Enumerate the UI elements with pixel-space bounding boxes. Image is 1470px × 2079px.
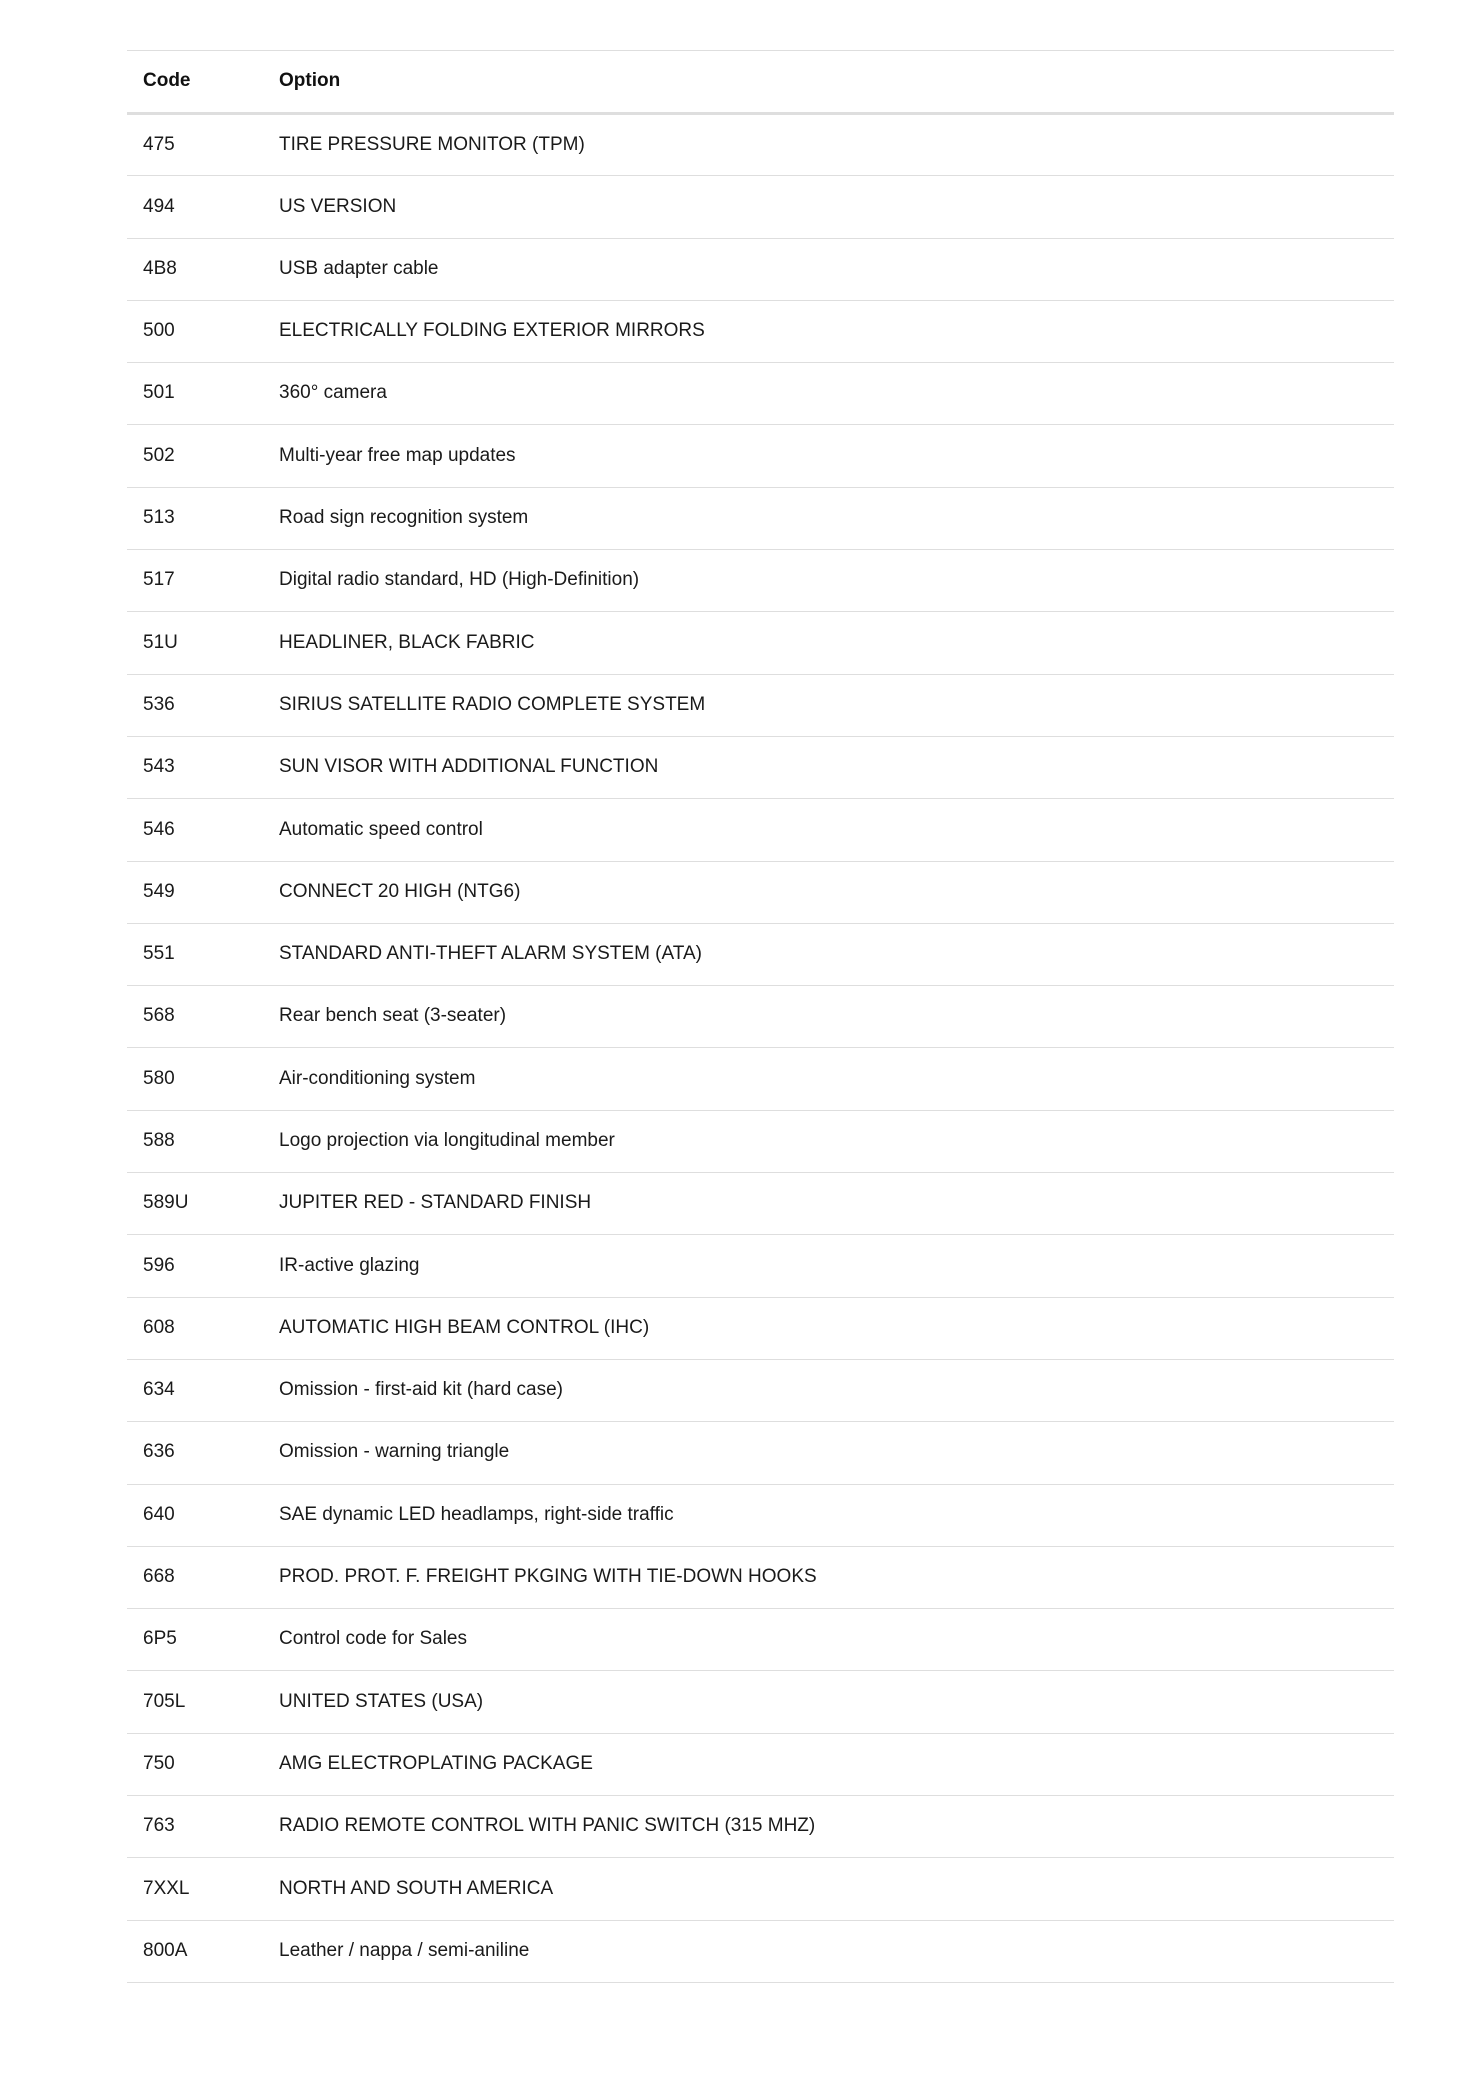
option-description-cell: AUTOMATIC HIGH BEAM CONTROL (IHC)	[279, 1316, 650, 1338]
table-header	[127, 51, 1394, 114]
option-description-cell: Logo projection via longitudinal member	[279, 1130, 615, 1151]
option-description-cell: CONNECT 20 HIGH (NTG6)	[279, 880, 521, 902]
option-code-cell: 513	[143, 507, 175, 529]
option-description-cell: Air-conditioning system	[279, 1067, 476, 1089]
option-description-cell: Multi-year free map updates	[279, 444, 516, 466]
option-description-cell: SIRIUS SATELLITE RADIO COMPLETE SYSTEM	[279, 693, 706, 715]
option-code-cell: 800A	[143, 1939, 188, 1961]
table-row	[127, 736, 1394, 798]
table-row	[127, 923, 1394, 985]
table-row	[127, 176, 1394, 238]
table-row	[127, 1546, 1394, 1608]
table-row	[127, 986, 1394, 1048]
option-description-cell: Automatic speed control	[279, 818, 483, 840]
option-code-cell: 640	[143, 1503, 175, 1525]
option-code-cell: 608	[143, 1316, 175, 1338]
option-description-cell: Leather / nappa / semi-aniline	[279, 1939, 530, 1961]
table-row	[127, 1733, 1394, 1795]
option-description-cell: Road sign recognition system	[279, 507, 529, 529]
table-row	[127, 114, 1394, 176]
option-description-cell: STANDARD ANTI-THEFT ALARM SYSTEM (ATA)	[279, 943, 702, 965]
option-code-cell: 543	[143, 756, 175, 778]
table-row	[127, 1796, 1394, 1858]
option-description-cell: Control code for Sales	[279, 1628, 467, 1650]
option-code-cell: 668	[143, 1566, 175, 1588]
option-description-cell: RADIO REMOTE CONTROL WITH PANIC SWITCH (315 MHZ)	[279, 1815, 816, 1837]
option-column-header: Option	[279, 70, 341, 92]
option-description-cell: IR-active glazing	[279, 1254, 420, 1276]
table-row	[127, 1609, 1394, 1671]
table-row	[127, 1173, 1394, 1235]
table-row	[127, 1858, 1394, 1920]
option-code-cell: 551	[143, 943, 175, 965]
header-row	[127, 51, 1394, 114]
table-row	[127, 1920, 1394, 1982]
option-description-cell: AMG ELECTROPLATING PACKAGE	[279, 1752, 593, 1774]
option-code-cell: 51U	[143, 631, 178, 653]
option-code-cell: 596	[143, 1254, 175, 1276]
table-row	[127, 799, 1394, 861]
option-code-cell: 494	[143, 195, 175, 217]
option-description-cell: SAE dynamic LED headlamps, right-side traffic	[279, 1503, 674, 1525]
option-code-cell: 546	[143, 818, 175, 840]
option-code-cell: 7XXL	[143, 1877, 190, 1899]
table-row	[127, 425, 1394, 487]
option-code-cell: 4B8	[143, 257, 177, 279]
table-row	[127, 1422, 1394, 1484]
option-description-cell: Digital radio standard, HD (High-Definition)	[279, 569, 640, 591]
option-description-cell: SUN VISOR WITH ADDITIONAL FUNCTION	[279, 756, 659, 778]
option-code-cell: 580	[143, 1067, 175, 1089]
option-description-cell: Omission - warning triangle	[279, 1441, 510, 1463]
option-code-cell: 549	[143, 880, 175, 902]
table-row	[127, 674, 1394, 736]
option-description-cell: HEADLINER, BLACK FABRIC	[279, 631, 535, 653]
table-row	[127, 300, 1394, 362]
option-code-cell: 517	[143, 569, 175, 591]
option-description-cell: PROD. PROT. F. FREIGHT PKGING WITH TIE-DOWN HOOKS	[279, 1566, 817, 1588]
table-row	[127, 487, 1394, 549]
table-row	[127, 861, 1394, 923]
option-code-cell: 568	[143, 1005, 175, 1027]
table-row	[127, 1235, 1394, 1297]
table-row	[127, 1359, 1394, 1421]
option-code-cell: 750	[143, 1752, 175, 1774]
table-row	[127, 363, 1394, 425]
option-code-cell: 589U	[143, 1192, 189, 1214]
table-row	[127, 612, 1394, 674]
option-code-cell: 763	[143, 1815, 175, 1837]
option-code-cell: 475	[143, 133, 175, 155]
table-row	[127, 238, 1394, 300]
table-row	[127, 1110, 1394, 1172]
option-code-cell: 501	[143, 382, 175, 404]
option-description-cell: TIRE PRESSURE MONITOR (TPM)	[279, 133, 585, 155]
code-column-header: Code	[143, 70, 191, 92]
table-row	[127, 550, 1394, 612]
option-description-cell: US VERSION	[279, 195, 397, 217]
option-description-cell: NORTH AND SOUTH AMERICA	[279, 1877, 554, 1899]
table-row	[127, 1484, 1394, 1546]
option-code-cell: 502	[143, 444, 175, 466]
table-row	[127, 1671, 1394, 1733]
options-table	[127, 50, 1394, 1983]
table-row	[127, 1297, 1394, 1359]
option-description-cell: Omission - first-aid kit (hard case)	[279, 1379, 564, 1401]
option-code-cell: 536	[143, 693, 175, 715]
option-description-cell: Rear bench seat (3-seater)	[279, 1005, 507, 1027]
option-code-cell: 500	[143, 320, 175, 342]
option-code-cell: 588	[143, 1130, 175, 1151]
option-description-cell: USB adapter cable	[279, 257, 439, 279]
table-body	[127, 114, 1394, 1983]
option-description-cell: 360° camera	[279, 382, 387, 404]
option-code-cell: 636	[143, 1441, 175, 1463]
option-code-cell: 634	[143, 1379, 175, 1401]
option-description-cell: JUPITER RED - STANDARD FINISH	[279, 1192, 592, 1214]
option-code-cell: 705L	[143, 1690, 186, 1712]
option-description-cell: UNITED STATES (USA)	[279, 1690, 484, 1712]
option-description-cell: ELECTRICALLY FOLDING EXTERIOR MIRRORS	[279, 320, 705, 342]
table-row	[127, 1048, 1394, 1110]
option-code-cell: 6P5	[143, 1628, 177, 1650]
